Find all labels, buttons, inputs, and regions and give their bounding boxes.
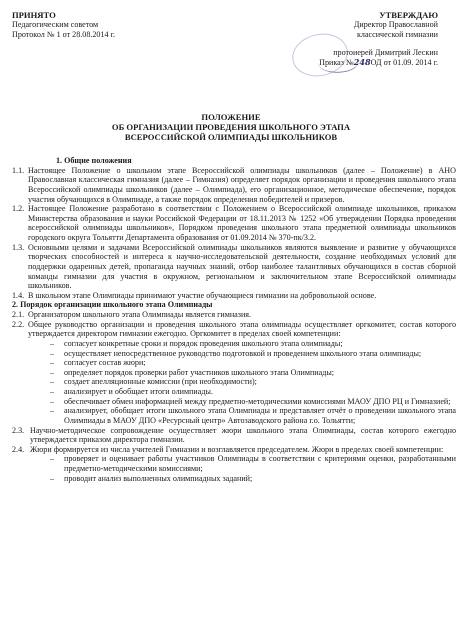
approved-title: УТВЕРЖДАЮ — [379, 10, 438, 20]
order-number-handwritten: 248 — [353, 57, 371, 68]
paragraph-text: Настоящее Положение разработано в соответствии с Положением о Всероссийской олимпиаде школьников, приказом Министерства образования и науки Российской Федерации от 18.11.2013 № 1252 «Об утверждении Порядка проведения всероссийской олимпиады школьников», Порядком проведения школьного этапа предметной олимпиады школьников городского округа Тольятти Департамента образования от 01.09.2014 № 370-пк/3.2. — [28, 204, 456, 242]
approved-line-gymnasium: классической гимназии — [356, 29, 438, 39]
accepted-line-council: Педагогическим советом — [12, 20, 99, 30]
paragraph-text: Основными целями и задачами Всероссийской олимпиады школьников являются выявление и развитие у обучающихся творческих способностей и интереса к научно-исследовательской деятельности, создание необходимых условий для поддержки одаренных детей, пропаганда научных знаний, отбор наиболее талантливых обучающихся в состав сборной команды гимназии для участия в окружном, региональном и заключительном этапе Всероссийской олимпиады школьников. — [28, 242, 456, 291]
paragraph-number: 2.3. — [12, 425, 25, 435]
paragraph-text: Жюри формируется из числа учителей Гимназии и возглавляется председателем. Жюри в пределах своей компетенции: — [30, 444, 444, 454]
accepted-title: ПРИНЯТО — [12, 10, 56, 20]
paragraph-number: 1.4. — [12, 290, 25, 300]
bullet-marker: – — [50, 348, 55, 358]
list-item: – проводит анализ выполненных олимпиадных заданий; — [50, 473, 253, 483]
organizing-committee-duties-list — [12, 339, 456, 426]
document-title — [0, 112, 462, 142]
paragraph-2-2 — [12, 320, 456, 339]
list-item: – осуществляет непосредственное руководство подготовкой и проведением школьного этапа олимпиады; — [50, 348, 422, 358]
title-line-2: ОБ ОРГАНИЗАЦИИ ПРОВЕДЕНИЯ ШКОЛЬНОГО ЭТАПА — [111, 122, 351, 133]
approved-line-director: Директор Православной — [353, 20, 438, 30]
paragraph-number: 2.2. — [12, 319, 25, 329]
paragraph-number: 1.1. — [12, 165, 25, 175]
list-item: – определяет порядок проверки работ участников школьного этапа Олимпиады; — [50, 367, 335, 377]
paragraph-number: 1.3. — [12, 242, 25, 252]
paragraph-text: В школьном этапе Олимпиады принимают участие обучающиеся гимназии на добровольной основе. — [28, 290, 377, 300]
approved-line-signatory: протоиерей Димитрий Лескин — [333, 48, 438, 58]
paragraph-text: Общее руководство организации и проведения школьного этапа олимпиады осуществляет оргкомитет, состав которого утверждается директором гимназии ежегодно. Оргкомитет в пределах своей компетенции: — [28, 319, 456, 339]
paragraph-2-1 — [12, 310, 456, 320]
paragraph-number: 2.4. — [12, 444, 25, 454]
list-item: – создает апелляционные комиссии (при необходимости); — [50, 377, 257, 387]
paragraph-1-2 — [12, 204, 456, 243]
title-line-1: ПОЛОЖЕНИЕ — [201, 112, 261, 122]
paragraph-1-4 — [12, 291, 456, 301]
paragraph-text: Научно-методическое сопровождение осуществляет жюри школьного этапа Олимпиады, состав которого ежегодно утверждается приказом директора гимназии. — [30, 425, 456, 445]
document-body — [12, 156, 456, 483]
order-suffix: ОД от 01.09. 2014 г. — [370, 58, 438, 68]
bullet-marker: – — [50, 338, 55, 348]
accepted-line-protocol: Протокол № 1 от 28.08.2014 г. — [12, 29, 116, 39]
list-item: – обеспечивает обмен информацией между предметно-методическими комиссиями МАОУ ДПО РЦ и Гимназией; — [50, 396, 451, 406]
paragraph-text: Настоящее Положение о школьном этапе Всероссийской олимпиады школьников (далее – Положение) в АНО Православная классическая гимназия (далее – Гимназия) определяет порядок организации и проведения школьного этапа Всероссийской олимпиады школьников (далее – Олимпиада), его организационное, методическое обеспечение, порядок участия обучающихся в Олимпиаде, а также порядок определения победителей и призеров. — [28, 165, 456, 204]
bullet-marker: – — [50, 396, 55, 406]
bullet-marker: – — [50, 367, 55, 377]
bullet-marker: – — [50, 377, 55, 387]
bullet-marker: – — [50, 454, 55, 464]
order-prefix: Приказ № — [319, 58, 354, 68]
list-item: – согласует конкретные сроки и порядок проведения школьного этапа олимпиады; — [50, 338, 343, 348]
list-item: – согласует состав жюри; — [50, 358, 146, 368]
list-item: – анализирует, обобщает итоги школьного этапа Олимпиады и представляет отчёт о проведении школьного этапа Олимпиады в МАОУ ДПО «Ресурсный центр» Автозаводского района г.о. Тольятти; — [50, 406, 456, 425]
bullet-marker: – — [50, 406, 55, 416]
list-item: – анализирует и обобщает итоги олимпиады. — [50, 387, 213, 396]
bullet-marker: – — [50, 473, 55, 483]
paragraph-number: 1.2. — [12, 204, 25, 214]
list-item: – проверяет и оценивает работы участников Олимпиады в соответствии с критериями оценки, разработанными предметно-методическими комиссиями; — [50, 454, 456, 473]
paragraph-1-3 — [12, 243, 456, 291]
paragraph-text: Организатором школьного этапа Олимпиады является гимназия. — [28, 310, 252, 319]
jury-duties-list — [12, 454, 456, 483]
paragraph-number: 2.1. — [12, 310, 25, 319]
accepted-block — [12, 10, 212, 39]
paragraph-1-1 — [12, 166, 456, 205]
section-1-heading: 1. Общие положения — [56, 156, 132, 165]
paragraph-2-3 — [12, 426, 456, 445]
bullet-marker: – — [50, 358, 55, 368]
paragraph-2-4 — [12, 445, 456, 455]
section-2-heading: 2. Порядок организации школьного этапа Олимпиады — [12, 300, 213, 310]
title-line-3: ВСЕРОССИЙСКОЙ ОЛИМПИАДЫ ШКОЛЬНИКОВ — [124, 132, 338, 143]
bullet-marker: – — [50, 387, 55, 396]
